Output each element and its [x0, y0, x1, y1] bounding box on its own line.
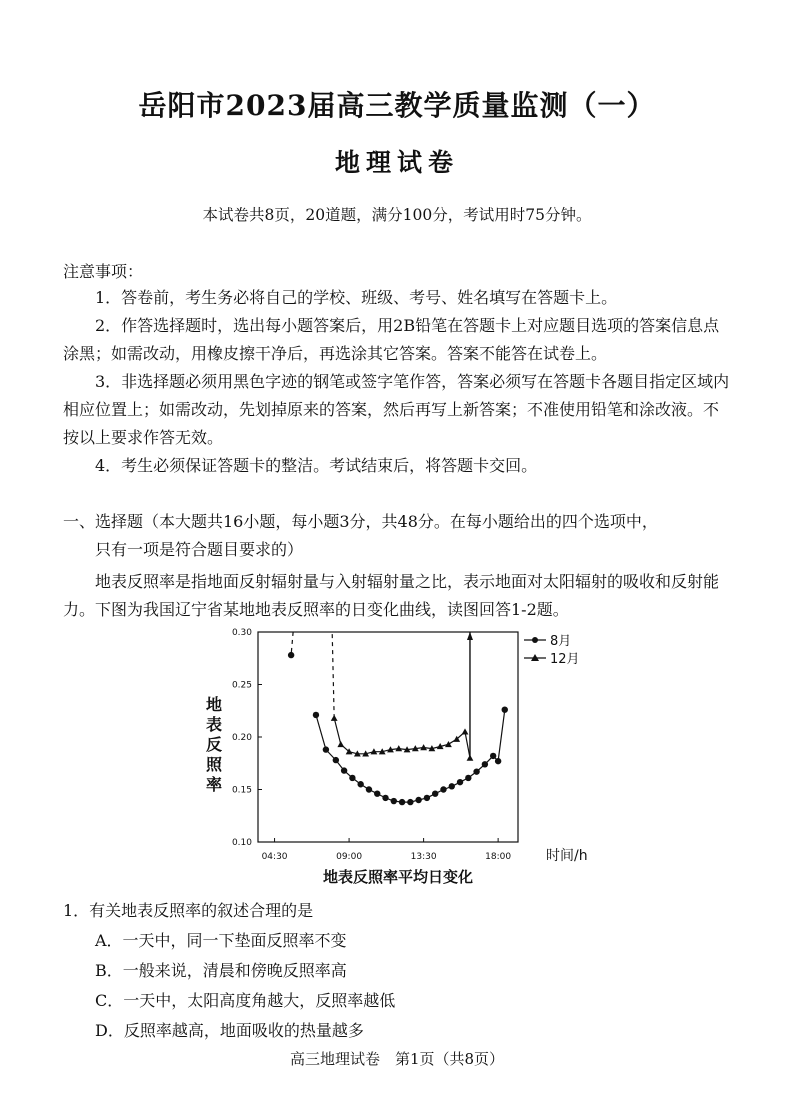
x-tick-label: 04:30	[261, 852, 288, 862]
section-line-2: 只有一项是符合题目要求的）	[95, 540, 304, 559]
aug-point	[415, 797, 421, 803]
series-line-aug	[316, 710, 505, 802]
dec-point	[420, 744, 427, 750]
question-1-option-c: C．一天中，太阳高度角越大，反照率越低	[95, 991, 396, 1010]
aug-point	[333, 757, 339, 763]
aug-point	[482, 761, 488, 767]
aug-point	[349, 775, 355, 781]
aug-point	[357, 781, 363, 787]
aug-point	[457, 779, 463, 785]
y-axis-label-char: 反	[205, 735, 223, 754]
y-tick-label: 0.30	[231, 628, 252, 638]
chart-title: 地表反照率平均日变化	[322, 868, 474, 886]
aug-point	[374, 791, 380, 797]
section-heading	[63, 508, 743, 564]
notes-heading: 注意事项：	[63, 262, 144, 281]
note-item-3: 3．非选择题必须用黑色字迹的钢笔或签字笔作答，答案必须写在答题卡各题目指定区域内相应位置上；如需改动，先划掉原来的答案，然后再写上新答案；不准使用铅笔和涂改液。不按以上要求作答无效。	[63, 372, 730, 447]
aug-point	[502, 707, 508, 713]
series-line-dec	[334, 718, 470, 758]
aug-point	[449, 783, 455, 789]
x-tick-label: 18:00	[485, 852, 512, 862]
aug-point	[399, 799, 405, 805]
exam-title: 岳阳市2023届高三教学质量监测（一）	[138, 89, 656, 122]
x-tick-label: 09:00	[336, 852, 363, 862]
question-1-option-b: B．一般来说，清晨和傍晚反照率高	[95, 961, 347, 980]
aug-point	[366, 786, 372, 792]
aug-morning-dashed	[291, 632, 293, 655]
note-item-2: 2．作答选择题时，选出每小题答案后，用2B铅笔在答题卡上对应题目选项的答案信息点涂黑；如需改动，用橡皮擦干净后，再选涂其它答案。答案不能答在试卷上。	[63, 316, 720, 363]
aug-point	[495, 758, 501, 764]
aug-point	[465, 775, 471, 781]
aug-point	[407, 799, 413, 805]
y-axis-label-char: 照	[205, 755, 223, 774]
aug-point	[391, 798, 397, 804]
question-1-stem: 1．有关地表反照率的叙述合理的是	[63, 901, 314, 920]
legend-marker-circle	[532, 637, 538, 643]
x-tick-label: 13:30	[410, 852, 437, 862]
aug-point	[288, 652, 294, 658]
y-axis-label-char: 表	[205, 715, 223, 734]
question-1-option-a: A．一天中，同一下垫面反照率不变	[95, 931, 347, 950]
albedo-chart-svg	[196, 620, 616, 900]
exam-intro: 本试卷共8页，20道题，满分100分，考试用时75分钟。	[202, 206, 592, 224]
question-1-option-d: D．反照率越高，地面吸收的热量越多	[95, 1021, 364, 1040]
dec-point	[395, 745, 402, 751]
section-line-1: 一、选择题（本大题共16小题，每小题3分，共48分。在每小题给出的四个选项中，	[63, 512, 658, 531]
page-footer: 高三地理试卷 第1页（共8页）	[289, 1050, 505, 1068]
aug-point	[432, 791, 438, 797]
aug-point	[382, 795, 388, 801]
aug-point	[473, 768, 479, 774]
dec-morning-dashed	[332, 632, 334, 718]
note-item-4: 4．考生必须保证答题卡的整洁。考试结束后，将答题卡交回。	[95, 456, 538, 475]
aug-point	[440, 786, 446, 792]
dec-spike-arrow	[467, 632, 473, 640]
y-tick-label: 0.25	[231, 680, 252, 691]
reading-passage: 地表反照率是指地面反射辐射量与入射辐射量之比，表示地面对太阳辐射的吸收和反射能力。下图为我国辽宁省某地地表反照率的日变化曲线，读图回答1-2题。	[63, 572, 720, 619]
aug-point	[490, 753, 496, 759]
legend-label: 12月	[550, 652, 580, 667]
note-item-1: 1．答卷前，考生务必将自己的学校、班级、考号、姓名填写在答题卡上。	[95, 288, 618, 307]
y-axis-label-char: 率	[205, 775, 223, 794]
dec-point	[462, 728, 469, 734]
y-axis-label-char: 地	[205, 695, 223, 714]
aug-point	[323, 746, 329, 752]
aug-point	[313, 712, 319, 718]
aug-point	[341, 767, 347, 773]
dec-point	[445, 741, 452, 747]
y-tick-label: 0.15	[231, 785, 252, 796]
y-tick-label: 0.10	[231, 838, 252, 848]
legend-label: 8月	[550, 634, 572, 649]
dec-point	[337, 741, 344, 747]
aug-point	[424, 795, 430, 801]
y-tick-label: 0.20	[231, 733, 252, 743]
plot-frame	[258, 632, 518, 842]
albedo-chart	[196, 620, 616, 900]
exam-subtitle: 地理试卷	[334, 148, 459, 177]
x-axis-label: 时间/h	[546, 848, 588, 864]
